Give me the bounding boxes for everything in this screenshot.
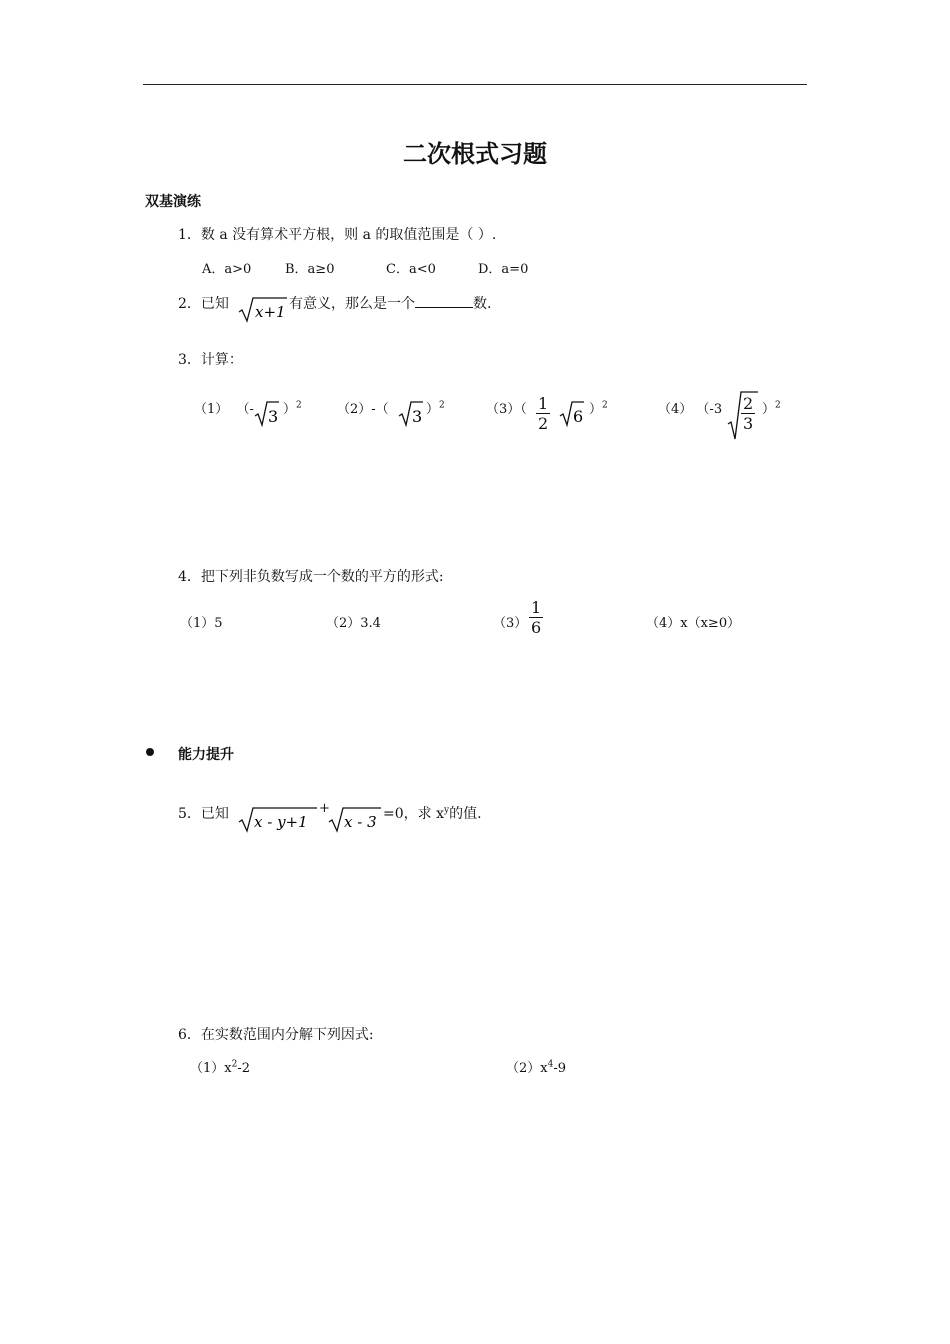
q3-1-label: （1）: [194, 402, 229, 417]
q2-suffix: [289, 293, 491, 313]
q3-3-close: [589, 398, 608, 417]
q5-tail: [383, 803, 482, 823]
sqrt-3-a: [254, 400, 280, 428]
q3-1-post: ）: [283, 402, 297, 417]
q3-item-4: [658, 398, 722, 417]
header-rule: [143, 84, 807, 85]
q1-option-a: A．a>0: [202, 262, 252, 277]
fraction-one-sixth: [529, 598, 543, 637]
fraction-two-thirds: [741, 394, 755, 433]
q1-option-c: C．a<0: [386, 262, 436, 277]
q3-3-label: （3）: [486, 402, 521, 417]
q5-mid: =0，求 x: [383, 806, 444, 822]
q3-3-den: 2: [538, 414, 549, 433]
q1-option-b: B．a≥0: [285, 262, 335, 277]
q2-radicand: x+1: [255, 303, 286, 321]
q3-1-close: [283, 398, 302, 417]
q5-prefix: 5．已知: [178, 806, 229, 822]
q6-1-post: -2: [237, 1061, 251, 1076]
q3-3-pre: （: [520, 402, 527, 417]
q3-1-pre: （-: [236, 402, 254, 417]
q2-end: 数.: [473, 296, 492, 312]
sqrt-6: [559, 400, 585, 428]
q3-4-pre: （-3: [696, 402, 723, 417]
q5-radicand-1: x - y+1: [254, 813, 308, 831]
q5-radicand-2: x - 3: [344, 813, 377, 831]
question-1: 1．数 a 没有算术平方根，则 a 的取值范围是（ ）.: [178, 227, 497, 243]
q3-1-radicand: 3: [268, 407, 279, 426]
question-4: 4．把下列非负数写成一个数的平方的形式:: [178, 569, 444, 585]
q3-2-label: （2）: [337, 402, 372, 417]
q4-den: 6: [531, 618, 542, 637]
q6-item-1: [190, 1057, 250, 1076]
q4-item-2: （2）3.4: [326, 616, 381, 631]
q5-end: 的值.: [449, 806, 482, 822]
q4-num: 1: [531, 598, 542, 617]
sqrt-x-minus-y-plus-1: [238, 806, 318, 834]
q2-prefix: 2．已知: [178, 296, 229, 312]
q3-3-post: ）: [589, 402, 603, 417]
page-title: 二次根式习题: [403, 140, 547, 168]
q3-2-pre: -（: [371, 402, 389, 417]
q3-3-exp: 2: [602, 400, 608, 411]
q3-4-post: ）: [762, 402, 776, 417]
bullet-icon: [146, 748, 154, 756]
q3-2-close: [426, 398, 445, 417]
q3-2-exp: 2: [439, 400, 445, 411]
q3-3-radicand: 6: [573, 407, 584, 426]
q3-4-den: 3: [743, 414, 754, 433]
q6-item-2: [506, 1057, 566, 1076]
q1-option-d: D．a=0: [478, 262, 529, 277]
q4-item-3: （3）: [493, 616, 528, 631]
fraction-one-half: [536, 394, 550, 433]
q3-item-3: [486, 398, 527, 417]
q3-item-2: [337, 398, 389, 417]
q3-4-close: [762, 398, 781, 417]
q6-1-exp: 2: [231, 1059, 238, 1070]
answer-blank[interactable]: [415, 293, 473, 308]
q6-2-exp: 4: [547, 1059, 554, 1070]
section-advanced: 能力提升: [178, 747, 234, 763]
section-basic: 双基演练: [145, 194, 201, 210]
question-6: 6．在实数范围内分解下列因式:: [178, 1027, 374, 1043]
q5-plus: +: [319, 801, 330, 816]
q6-1-pre: （1）x: [190, 1061, 232, 1076]
q3-4-label: （4）: [658, 402, 693, 417]
q3-3-num: 1: [538, 394, 549, 413]
sqrt-3-b: [398, 400, 424, 428]
sqrt-x-plus-1: [238, 296, 288, 324]
sqrt-x-minus-3: [328, 806, 382, 834]
q4-item-1: （1）5: [180, 616, 223, 631]
q4-item-4: （4）x（x≥0）: [646, 616, 741, 631]
q3-2-radicand: 3: [412, 407, 423, 426]
q3-item-1: [194, 398, 254, 417]
q3-1-exp: 2: [296, 400, 302, 411]
q3-4-exp: 2: [775, 400, 781, 411]
q3-2-post: ）: [426, 402, 440, 417]
q5-exp: y: [443, 805, 450, 816]
q2-suffix-text: 有意义，那么是一个: [289, 296, 415, 312]
question-3: 3．计算：: [178, 352, 243, 368]
q6-2-post: -9: [553, 1061, 567, 1076]
q6-2-pre: （2）x: [506, 1061, 548, 1076]
q3-4-num: 2: [743, 394, 754, 413]
